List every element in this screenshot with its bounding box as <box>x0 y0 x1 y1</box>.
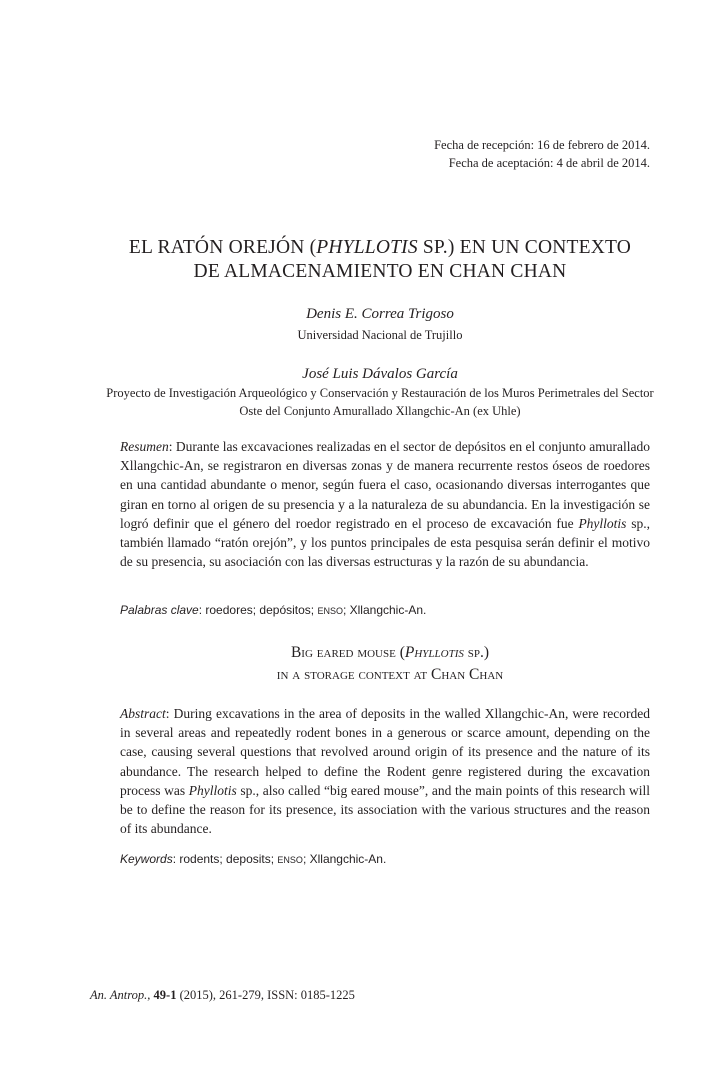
palabras-clave-text-2: ; Xllangchic-An. <box>342 603 427 617</box>
footer-rest: (2015), 261-279, ISSN: 0185-1225 <box>176 988 355 1002</box>
english-title <box>140 642 640 686</box>
english-title-line-1 <box>140 642 640 664</box>
abstract-text-1: : During excavations in the area of deposits in the walled Xllangchic-An, were recorded in several areas and repeatedly rodent bones in a generous or scarce amount, depending on the case, causing several questions that revolved around origin of its presence and the nature of its abundance. The research helped to define the Rodent genre registered during the excavation process was <box>120 706 650 798</box>
footer-volume: 49-1 <box>153 988 177 1002</box>
keywords <box>120 852 650 866</box>
abstract-label: Abstract <box>120 706 166 721</box>
journal-citation-footer <box>90 988 355 1003</box>
author-2-affiliation-line-1: Proyecto de Investigación Arqueológico y Conservación y Restauración de los Muros Perimetrales del Sector <box>106 386 654 400</box>
keywords-text-2: ; Xllangchic-An. <box>302 852 387 866</box>
submission-dates <box>434 136 650 172</box>
palabras-clave-label: Palabras clave <box>120 603 199 617</box>
footer-journal: An. Antrop., <box>90 988 151 1002</box>
keywords-enso: ENSO <box>277 855 303 865</box>
palabras-clave-text-1: : roedores; depósitos; <box>198 603 318 617</box>
keywords-text-1: : rodents; deposits; <box>172 852 278 866</box>
received-date: Fecha de recepción: 16 de febrero de 2014. <box>434 138 650 152</box>
author-2-affiliation-line-2: Oste del Conjunto Amurallado Xllangchic-An (ex Uhle) <box>239 404 521 418</box>
title-line-1 <box>60 236 700 260</box>
resumen-paragraph <box>120 437 650 571</box>
english-title-line-2: in a storage context at Chan Chan <box>276 666 504 683</box>
author-1-affiliation: Universidad Nacional de Trujillo <box>297 328 463 342</box>
title-part-2: SP.) EN UN CONTEXTO <box>417 237 632 258</box>
article-title <box>60 236 700 284</box>
resumen-label: Resumen <box>120 439 169 454</box>
accepted-date: Fecha de aceptación: 4 de abril de 2014. <box>448 156 650 170</box>
resumen-text-1: : Durante las excavaciones realizadas en el sector de depósitos en el conjunto amurallado Xllangchic-An, se registraron en diversas zonas y de manera recurrente restos óseos de roedores en una cantidad abundante o menor, según fuera el caso, ocasionando diversas interrogantes que giran en torno al origen de su presencia y a la naturaleza de su abundancia. En la investigación se logró definir que el género del roedor registrado en el proceso de excavación fue <box>120 439 650 531</box>
title-line-2: DE ALMACENAMIENTO EN CHAN CHAN <box>193 261 567 282</box>
palabras-clave <box>120 603 650 617</box>
resumen-text-2: sp., también llamado “ratón orejón”, y los puntos principales de esta pesquisa serán definir el motivo de su presencia, su asociación con las diversas estructuras y la razón de su abundancia. <box>120 515 650 570</box>
english-title-genus: Phyllotis <box>404 644 464 661</box>
title-genus: PHYLLOTIS <box>316 237 418 258</box>
abstract-genus: Phyllotis <box>188 782 237 798</box>
abstract-paragraph <box>120 704 650 838</box>
keywords-label: Keywords <box>120 852 173 866</box>
title-part-1: EL RATÓN OREJÓN ( <box>128 237 317 258</box>
resumen-genus: Phyllotis <box>578 515 627 531</box>
palabras-clave-enso: ENSO <box>317 606 343 616</box>
english-title-part-1: Big eared mouse ( <box>290 644 405 661</box>
abstract-text-2: sp., also called “big eared mouse”, and the main points of this research will be to define the reason for its presence, its association with the various structures and the reason of its abundance. <box>120 782 650 837</box>
author-2-affiliation <box>40 384 720 420</box>
english-title-part-2: sp.) <box>463 644 490 661</box>
author-2-name: José Luis Dávalos García <box>302 366 458 382</box>
author-1-name: Denis E. Correa Trigoso <box>306 306 454 322</box>
